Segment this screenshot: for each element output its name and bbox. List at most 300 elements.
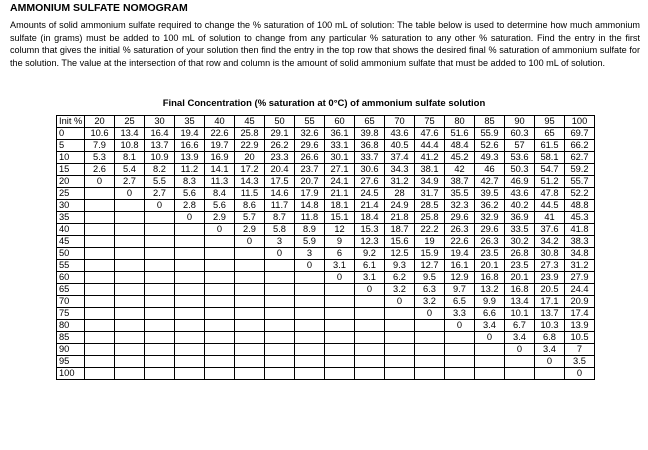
table-cell: 6.3 (415, 284, 445, 296)
table-cell (505, 356, 535, 368)
table-cell (295, 344, 325, 356)
table-cell: 33.7 (355, 152, 385, 164)
table-cell (145, 260, 175, 272)
table-cell: 16.8 (505, 284, 535, 296)
table-cell (145, 272, 175, 284)
table-cell (325, 368, 355, 380)
table-cell: 38.3 (565, 236, 595, 248)
table-cell: 11.8 (295, 212, 325, 224)
table-cell (265, 356, 295, 368)
column-header: 40 (205, 116, 235, 128)
table-cell: 29.6 (445, 212, 475, 224)
table-cell: 10.1 (505, 308, 535, 320)
table-cell: 26.3 (445, 224, 475, 236)
table-cell: 5.4 (115, 164, 145, 176)
table-cell (295, 368, 325, 380)
table-cell: 9.5 (415, 272, 445, 284)
row-header: 30 (57, 200, 85, 212)
table-cell: 21.1 (325, 188, 355, 200)
table-cell: 34.8 (565, 248, 595, 260)
table-cell: 33.1 (325, 140, 355, 152)
table-cell (85, 356, 115, 368)
table-cell: 0 (85, 176, 115, 188)
column-header: 25 (115, 116, 145, 128)
table-cell (475, 344, 505, 356)
table-cell (145, 296, 175, 308)
row-header: 10 (57, 152, 85, 164)
table-cell: 60.3 (505, 128, 535, 140)
table-cell: 2.7 (115, 176, 145, 188)
table-cell: 16.6 (175, 140, 205, 152)
table-cell: 9.2 (355, 248, 385, 260)
table-cell (355, 320, 385, 332)
table-row (57, 176, 595, 188)
table-cell: 31.2 (385, 176, 415, 188)
table-cell: 5.5 (145, 176, 175, 188)
table-cell (115, 284, 145, 296)
table-cell: 35.5 (445, 188, 475, 200)
table-row (57, 368, 595, 380)
table-cell: 10.3 (535, 320, 565, 332)
table-cell: 23.5 (505, 260, 535, 272)
table-row (57, 188, 595, 200)
table-cell (265, 332, 295, 344)
table-cell: 18.1 (325, 200, 355, 212)
table-cell: 22.6 (445, 236, 475, 248)
row-header: 85 (57, 332, 85, 344)
row-header: 50 (57, 248, 85, 260)
table-cell (325, 320, 355, 332)
table-cell (325, 344, 355, 356)
table-row (57, 284, 595, 296)
table-cell (265, 260, 295, 272)
table-cell: 17.4 (565, 308, 595, 320)
table-cell (85, 236, 115, 248)
table-cell: 0 (385, 296, 415, 308)
table-cell (85, 260, 115, 272)
table-cell: 48.4 (445, 140, 475, 152)
table-cell: 28 (385, 188, 415, 200)
table-row (57, 308, 595, 320)
table-cell: 0 (145, 200, 175, 212)
table-cell: 5.8 (265, 224, 295, 236)
table-cell: 28.5 (415, 200, 445, 212)
table-cell: 12.5 (385, 248, 415, 260)
table-cell (415, 344, 445, 356)
table-cell: 51.2 (535, 176, 565, 188)
table-cell: 41 (535, 212, 565, 224)
column-header: 95 (535, 116, 565, 128)
table-cell (265, 284, 295, 296)
table-cell: 13.2 (475, 284, 505, 296)
table-cell: 30.6 (355, 164, 385, 176)
table-cell (265, 344, 295, 356)
table-cell (325, 284, 355, 296)
table-cell: 19.7 (205, 140, 235, 152)
table-cell: 37.4 (385, 152, 415, 164)
table-cell: 20.4 (265, 164, 295, 176)
table-cell (85, 188, 115, 200)
table-cell: 30.1 (325, 152, 355, 164)
table-cell: 12.9 (445, 272, 475, 284)
table-cell: 40.5 (385, 140, 415, 152)
table-cell (295, 332, 325, 344)
table-cell: 44.4 (415, 140, 445, 152)
table-cell: 14.8 (295, 200, 325, 212)
table-cell (145, 212, 175, 224)
table-cell: 16.4 (145, 128, 175, 140)
table-cell (115, 356, 145, 368)
table-cell: 0 (295, 260, 325, 272)
table-cell (385, 332, 415, 344)
table-cell (235, 308, 265, 320)
table-cell: 20.1 (475, 260, 505, 272)
table-cell: 0 (205, 224, 235, 236)
column-header: 70 (385, 116, 415, 128)
table-cell: 0 (115, 188, 145, 200)
table-cell (205, 356, 235, 368)
table-cell: 40.2 (505, 200, 535, 212)
table-cell: 19.4 (445, 248, 475, 260)
table-cell (415, 368, 445, 380)
table-cell: 3.1 (325, 260, 355, 272)
table-cell: 18.7 (385, 224, 415, 236)
table-cell (175, 296, 205, 308)
table-cell: 13.7 (535, 308, 565, 320)
row-header: 25 (57, 188, 85, 200)
column-header: 75 (415, 116, 445, 128)
row-header: 60 (57, 272, 85, 284)
table-cell: 0 (445, 320, 475, 332)
table-cell: 21.4 (355, 200, 385, 212)
table-cell (235, 368, 265, 380)
table-cell: 17.2 (235, 164, 265, 176)
table-cell: 31.7 (415, 188, 445, 200)
table-row (57, 296, 595, 308)
table-cell: 2.9 (235, 224, 265, 236)
table-row (57, 356, 595, 368)
table-cell (355, 308, 385, 320)
table-cell: 6.5 (445, 296, 475, 308)
table-cell (295, 320, 325, 332)
table-cell (535, 368, 565, 380)
table-cell (85, 344, 115, 356)
table-cell: 34.2 (535, 236, 565, 248)
table-cell: 8.6 (235, 200, 265, 212)
table-cell: 36.2 (475, 200, 505, 212)
nomogram-table (56, 115, 595, 380)
table-cell (325, 332, 355, 344)
table-cell (445, 368, 475, 380)
table-cell: 3.4 (535, 344, 565, 356)
table-cell: 66.2 (565, 140, 595, 152)
table-row (57, 260, 595, 272)
table-cell: 3.1 (355, 272, 385, 284)
table-row (57, 320, 595, 332)
table-cell: 0 (415, 308, 445, 320)
table-cell: 0 (175, 212, 205, 224)
table-cell: 26.3 (475, 236, 505, 248)
table-cell (235, 296, 265, 308)
table-cell: 23.5 (475, 248, 505, 260)
table-cell (385, 320, 415, 332)
column-header: 50 (265, 116, 295, 128)
table-cell (325, 308, 355, 320)
table-cell: 2.6 (85, 164, 115, 176)
table-cell: 11.5 (235, 188, 265, 200)
table-cell: 13.4 (115, 128, 145, 140)
table-cell: 38.1 (415, 164, 445, 176)
table-cell: 16.1 (445, 260, 475, 272)
table-cell: 8.7 (265, 212, 295, 224)
table-cell: 0 (265, 248, 295, 260)
table-cell: 8.4 (205, 188, 235, 200)
header-row (57, 116, 595, 128)
table-cell (205, 248, 235, 260)
table-cell (415, 320, 445, 332)
table-cell (235, 332, 265, 344)
table-cell: 12 (325, 224, 355, 236)
table-cell (85, 212, 115, 224)
table-cell (205, 368, 235, 380)
table-cell: 54.7 (535, 164, 565, 176)
table-cell: 6.8 (535, 332, 565, 344)
table-cell: 0 (325, 272, 355, 284)
table-cell (385, 356, 415, 368)
table-cell (445, 332, 475, 344)
table-cell: 17.5 (265, 176, 295, 188)
table-cell (235, 248, 265, 260)
row-header: 15 (57, 164, 85, 176)
table-cell (355, 368, 385, 380)
table-cell: 48.8 (565, 200, 595, 212)
table-cell: 32.6 (295, 128, 325, 140)
table-cell (205, 284, 235, 296)
table-cell: 10.9 (145, 152, 175, 164)
table-cell: 52.6 (475, 140, 505, 152)
table-cell: 41.8 (565, 224, 595, 236)
table-cell: 29.6 (295, 140, 325, 152)
table-cell: 18.4 (355, 212, 385, 224)
table-cell (175, 284, 205, 296)
column-header: 55 (295, 116, 325, 128)
table-cell (145, 332, 175, 344)
table-cell: 17.9 (295, 188, 325, 200)
table-cell (85, 332, 115, 344)
table-cell (205, 296, 235, 308)
table-cell: 0 (505, 344, 535, 356)
table-cell (205, 260, 235, 272)
table-cell (145, 236, 175, 248)
table-cell: 50.3 (505, 164, 535, 176)
row-header: 80 (57, 320, 85, 332)
table-cell (175, 260, 205, 272)
table-cell: 2.7 (145, 188, 175, 200)
table-cell: 39.5 (475, 188, 505, 200)
table-cell: 5.6 (205, 200, 235, 212)
row-header: 70 (57, 296, 85, 308)
row-header: 95 (57, 356, 85, 368)
table-cell: 27.6 (355, 176, 385, 188)
table-cell: 20.5 (535, 284, 565, 296)
table-cell: 45.3 (565, 212, 595, 224)
table-cell: 23.3 (265, 152, 295, 164)
table-cell (85, 224, 115, 236)
row-header: 0 (57, 128, 85, 140)
table-cell: 20.1 (505, 272, 535, 284)
table-cell (295, 356, 325, 368)
table-cell (115, 296, 145, 308)
table-cell (205, 344, 235, 356)
table-cell (145, 356, 175, 368)
table-cell (175, 368, 205, 380)
table-row (57, 140, 595, 152)
table-cell (145, 368, 175, 380)
table-cell: 46 (475, 164, 505, 176)
table-cell: 8.9 (295, 224, 325, 236)
column-header: 60 (325, 116, 355, 128)
table-cell: 8.1 (115, 152, 145, 164)
document-title: AMMONIUM SULFATE NOMOGRAM (10, 2, 188, 14)
table-cell (85, 320, 115, 332)
table-cell: 13.9 (175, 152, 205, 164)
table-cell (265, 296, 295, 308)
table-cell (355, 344, 385, 356)
table-cell (115, 332, 145, 344)
table-cell (235, 356, 265, 368)
table-cell: 36.9 (505, 212, 535, 224)
table-cell: 3.4 (505, 332, 535, 344)
table-cell: 9 (325, 236, 355, 248)
table-cell: 25.8 (415, 212, 445, 224)
table-cell: 3.4 (475, 320, 505, 332)
table-cell (175, 236, 205, 248)
table-cell: 10.5 (565, 332, 595, 344)
table-caption: Final Concentration (% saturation at 0°C) of ammonium sulfate solution (162, 98, 486, 109)
table-cell: 2.8 (175, 200, 205, 212)
table-cell: 0 (535, 356, 565, 368)
table-cell: 20.9 (565, 296, 595, 308)
table-cell: 24.1 (325, 176, 355, 188)
table-cell (205, 308, 235, 320)
table-cell: 5.9 (295, 236, 325, 248)
table-cell: 57 (505, 140, 535, 152)
table-cell: 42.7 (475, 176, 505, 188)
table-cell (175, 344, 205, 356)
table-cell: 6 (325, 248, 355, 260)
table-cell: 0 (235, 236, 265, 248)
table-cell (265, 320, 295, 332)
table-cell (115, 272, 145, 284)
table-cell: 41.2 (415, 152, 445, 164)
table-cell: 17.1 (535, 296, 565, 308)
table-cell (145, 308, 175, 320)
table-cell: 3.5 (565, 356, 595, 368)
column-header: 65 (355, 116, 385, 128)
table-cell: 0 (355, 284, 385, 296)
table-cell: 27.9 (565, 272, 595, 284)
table-cell: 9.3 (385, 260, 415, 272)
table-cell (355, 296, 385, 308)
table-cell (115, 344, 145, 356)
table-row (57, 128, 595, 140)
table-cell (265, 368, 295, 380)
table-cell (115, 224, 145, 236)
row-header: 55 (57, 260, 85, 272)
table-cell (205, 320, 235, 332)
column-header: 85 (475, 116, 505, 128)
table-cell: 39.8 (355, 128, 385, 140)
table-cell (115, 368, 145, 380)
table-cell (475, 368, 505, 380)
table-cell: 3.2 (415, 296, 445, 308)
table-cell: 3.3 (445, 308, 475, 320)
table-cell: 13.9 (565, 320, 595, 332)
table-cell: 10.6 (85, 128, 115, 140)
table-cell: 47.8 (535, 188, 565, 200)
table-cell: 23.9 (535, 272, 565, 284)
column-header: 35 (175, 116, 205, 128)
table-cell: 52.2 (565, 188, 595, 200)
table-cell: 31.2 (565, 260, 595, 272)
table-cell: 36.1 (325, 128, 355, 140)
description-paragraph: Amounts of solid ammonium sulfate required to change the % saturation of 100 mL of solution: The table below is used to determine how much ammonium sulfate (in grams) must be added to 100 mL of solution to change from any particular % saturation to any other % saturation. Find the entry in the first column that gives the initial % saturation of your solution then find the entry in the top row that shows the desired final % saturation of ammonium sulfate for the solution. The value at the intersection of that row and column is the amount of solid ammonium sulfate that must be added to 100 mL of solution. (10, 20, 640, 68)
table-cell: 8.2 (145, 164, 175, 176)
table-cell: 21.8 (385, 212, 415, 224)
table-cell: 11.3 (205, 176, 235, 188)
table-cell: 11.7 (265, 200, 295, 212)
table-cell (85, 296, 115, 308)
table-cell: 24.9 (385, 200, 415, 212)
table-cell (145, 284, 175, 296)
table-cell: 22.9 (235, 140, 265, 152)
table-row (57, 152, 595, 164)
table-cell (385, 344, 415, 356)
table-cell: 26.8 (505, 248, 535, 260)
table-cell: 37.6 (535, 224, 565, 236)
table-row (57, 224, 595, 236)
table-cell (175, 308, 205, 320)
table-cell (85, 200, 115, 212)
table-cell (175, 272, 205, 284)
table-cell: 9.9 (475, 296, 505, 308)
table-cell: 44.5 (535, 200, 565, 212)
table-row (57, 248, 595, 260)
column-header: 20 (85, 116, 115, 128)
table-cell (235, 344, 265, 356)
table-row (57, 200, 595, 212)
table-cell (145, 344, 175, 356)
table-cell: 6.7 (505, 320, 535, 332)
table-cell: 22.2 (415, 224, 445, 236)
table-cell (415, 332, 445, 344)
column-header: 30 (145, 116, 175, 128)
table-cell (115, 212, 145, 224)
table-cell (295, 272, 325, 284)
corner-label: Init % (57, 116, 85, 128)
table-cell: 58.1 (535, 152, 565, 164)
table-cell: 14.1 (205, 164, 235, 176)
table-cell (175, 320, 205, 332)
column-header: 45 (235, 116, 265, 128)
table-cell: 30.8 (535, 248, 565, 260)
table-cell: 7.9 (85, 140, 115, 152)
table-cell (235, 260, 265, 272)
table-cell: 22.6 (205, 128, 235, 140)
table-cell (115, 248, 145, 260)
row-header: 90 (57, 344, 85, 356)
table-cell: 16.8 (475, 272, 505, 284)
